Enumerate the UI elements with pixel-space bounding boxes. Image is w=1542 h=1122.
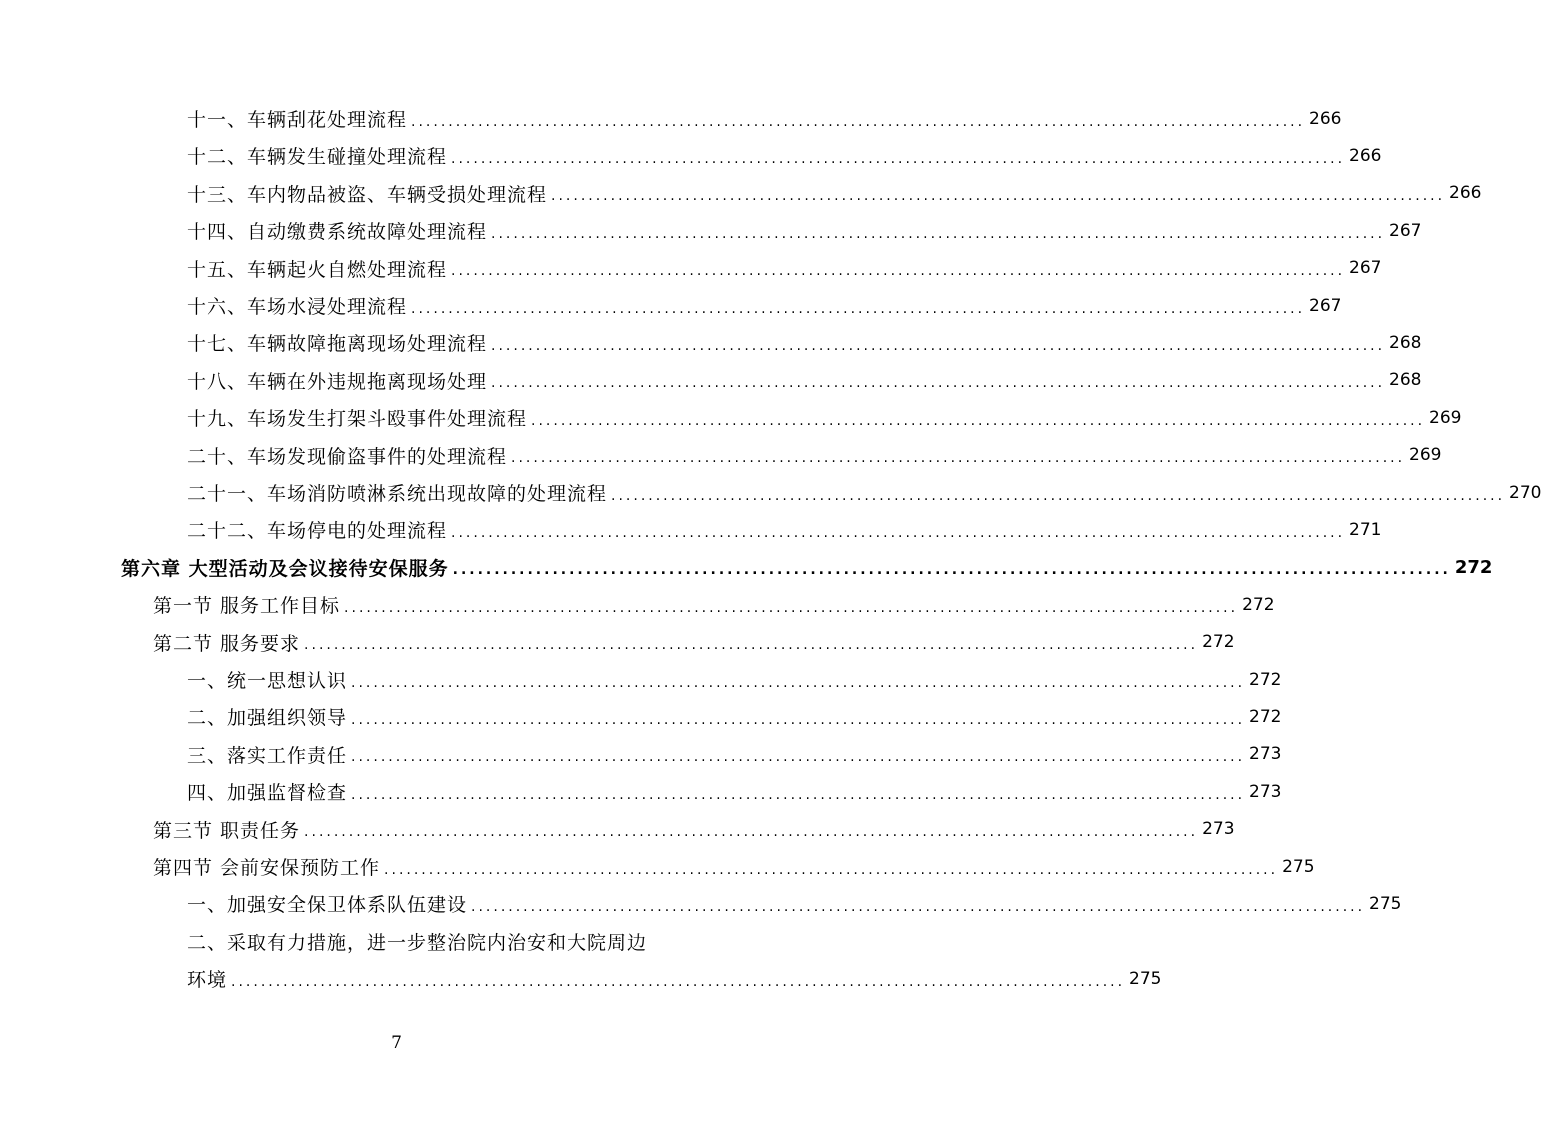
toc-dot-leader: ........................................................................................................................ [451,150,1346,167]
toc-entry-item [187,212,1422,249]
toc-entry-title: 十五、车辆起火自燃处理流程 [187,258,448,281]
toc-entry-item [187,736,1282,773]
toc-dot-leader: ........................................................................................................................ [451,524,1346,541]
toc-entry-page: 267 [1389,220,1422,241]
toc-entry-title: 十七、车辆故障拖离现场处理流程 [187,333,488,356]
toc-entry-title: 三、落实工作责任 [187,744,348,767]
toc-entry-item [187,474,1542,511]
toc-dot-leader: ........................................................................................................................ [491,225,1386,242]
toc-dot-leader: ........................................................................................................................ [351,786,1246,803]
toc-entry-page: 266 [1309,108,1342,129]
toc-entry-title: 十四、自动缴费系统故障处理流程 [187,221,488,244]
toc-dot-leader: ........................................................................................................................ [611,487,1506,504]
toc-dot-leader: ........................................................................................................................ [451,263,1346,280]
toc-entry-page: 275 [1369,893,1402,914]
toc-entry-item [187,287,1342,324]
toc-entry-title: 第四节 会前安保预防工作 [153,857,381,879]
toc-entry-title: 二、加强组织领导 [187,707,348,730]
toc-dot-leader: ........................................................................................................................ [344,599,1239,616]
toc-entry-title: 第一节 服务工作目标 [153,595,341,618]
toc-dot-leader: ........................................................................................................................ [452,562,1451,579]
toc-entry-page: 272 [1249,706,1282,727]
toc-entry-title: 十一、车辆刮花处理流程 [187,109,408,131]
toc-entry-title: 十九、车场发生打架斗殴事件处理流程 [187,408,528,431]
toc-dot-leader: ........................................................................................................................ [471,898,1366,915]
page-number: 7 [391,1033,402,1053]
toc-entry-title: 十二、车辆发生碰撞处理流程 [187,146,448,169]
toc-entry-title: 十六、车场水浸处理流程 [187,296,408,318]
toc-entry-item [187,437,1442,474]
toc-dot-leader: ........................................................................................................................ [304,637,1199,654]
toc-entry-chapter [121,549,1493,586]
toc-entry-item [187,100,1342,137]
toc-entry-page: 272 [1454,556,1493,578]
toc-entry-page: 267 [1349,258,1382,279]
toc-dot-leader: ........................................................................................................................ [491,375,1386,392]
toc-entry-title: 第二节 服务要求 [153,632,301,655]
toc-dot-leader: ........................................................................................................................ [551,188,1446,205]
toc-entry-section [153,811,1235,848]
toc-entry-page: 273 [1249,781,1282,802]
toc-entry-title: 一、统一思想认识 [187,670,348,692]
toc-entry-title: 二十、车场发现偷盗事件的处理流程 [187,445,508,468]
toc-entry-page: 266 [1349,145,1382,166]
toc-dot-leader: ........................................................................................................................ [304,824,1199,841]
toc-dot-leader: ........................................................................................................................ [491,337,1386,354]
toc-dot-leader: ........................................................................................................................ [384,861,1279,878]
toc-dot-leader: ........................................................................................................................ [231,973,1126,990]
toc-entry-page: 272 [1242,594,1275,615]
toc-entry-page: 269 [1429,407,1462,428]
toc-entry-title: 十三、车内物品被盗、车辆受损处理流程 [187,183,548,206]
toc-entry-page: 275 [1282,856,1315,877]
toc-entry-page: 272 [1202,632,1235,653]
toc-entry-item [187,698,1282,735]
toc-entry-wrap-cont [187,960,1162,997]
toc-entry-page: 267 [1309,295,1342,316]
toc-entry-title: 一、加强安全保卫体系队伍建设 [187,894,468,917]
toc-dot-leader: ........................................................................................................................ [511,450,1406,467]
toc-entry-page: 266 [1449,183,1482,204]
toc-entry-item [187,773,1282,810]
toc-entry-title: 四、加强监督检查 [187,782,348,805]
toc-entry-title: 环境 [187,969,228,992]
toc-entry-item [187,399,1462,436]
toc-dot-leader: ........................................................................................................................ [351,711,1246,728]
toc-entry-title: 十八、车辆在外违规拖离现场处理 [187,370,488,393]
toc-entry-page: 270 [1509,482,1542,503]
toc-entry-title: 二、采取有力措施，进一步整治院内治安和大院周边 [187,931,648,954]
toc-entry-page: 273 [1249,744,1282,765]
toc-entry-title: 第三节 职责任务 [153,819,301,842]
toc-entry-item [187,137,1382,174]
toc-dot-leader: ........................................................................................................................ [351,749,1246,766]
toc-dot-leader: ........................................................................................................................ [351,674,1246,691]
toc-entry-item [187,175,1482,212]
toc-entry-section [153,848,1315,885]
toc-entry-section [153,586,1275,623]
toc-entry-item [187,511,1382,548]
toc-entry-page: 273 [1202,819,1235,840]
toc-dot-leader: ........................................................................................................................ [531,412,1426,429]
toc-entry-item [187,324,1422,361]
toc-dot-leader: ........................................................................................................................ [411,113,1306,130]
toc-entry-item [187,362,1422,399]
toc-entry-item [187,250,1382,287]
toc-entry-page: 272 [1249,669,1282,690]
toc-entry-section [153,624,1235,661]
toc-entry-item [187,661,1282,698]
toc-entry-page: 269 [1409,445,1442,466]
toc-entry-title: 二十一、车场消防喷淋系统出现故障的处理流程 [187,483,608,505]
toc-dot-leader: ........................................................................................................................ [411,300,1306,317]
toc-entry-page: 275 [1129,968,1162,989]
toc-entry-page: 271 [1349,519,1382,540]
toc-entry-title: 第六章 大型活动及会议接待安保服务 [121,557,449,580]
toc-entry-page: 268 [1389,332,1422,353]
toc-entry-page: 268 [1389,370,1422,391]
toc-entry-wrap [187,923,672,960]
toc-entry-item [187,885,1402,922]
toc-entry-title: 二十二、车场停电的处理流程 [187,520,448,543]
